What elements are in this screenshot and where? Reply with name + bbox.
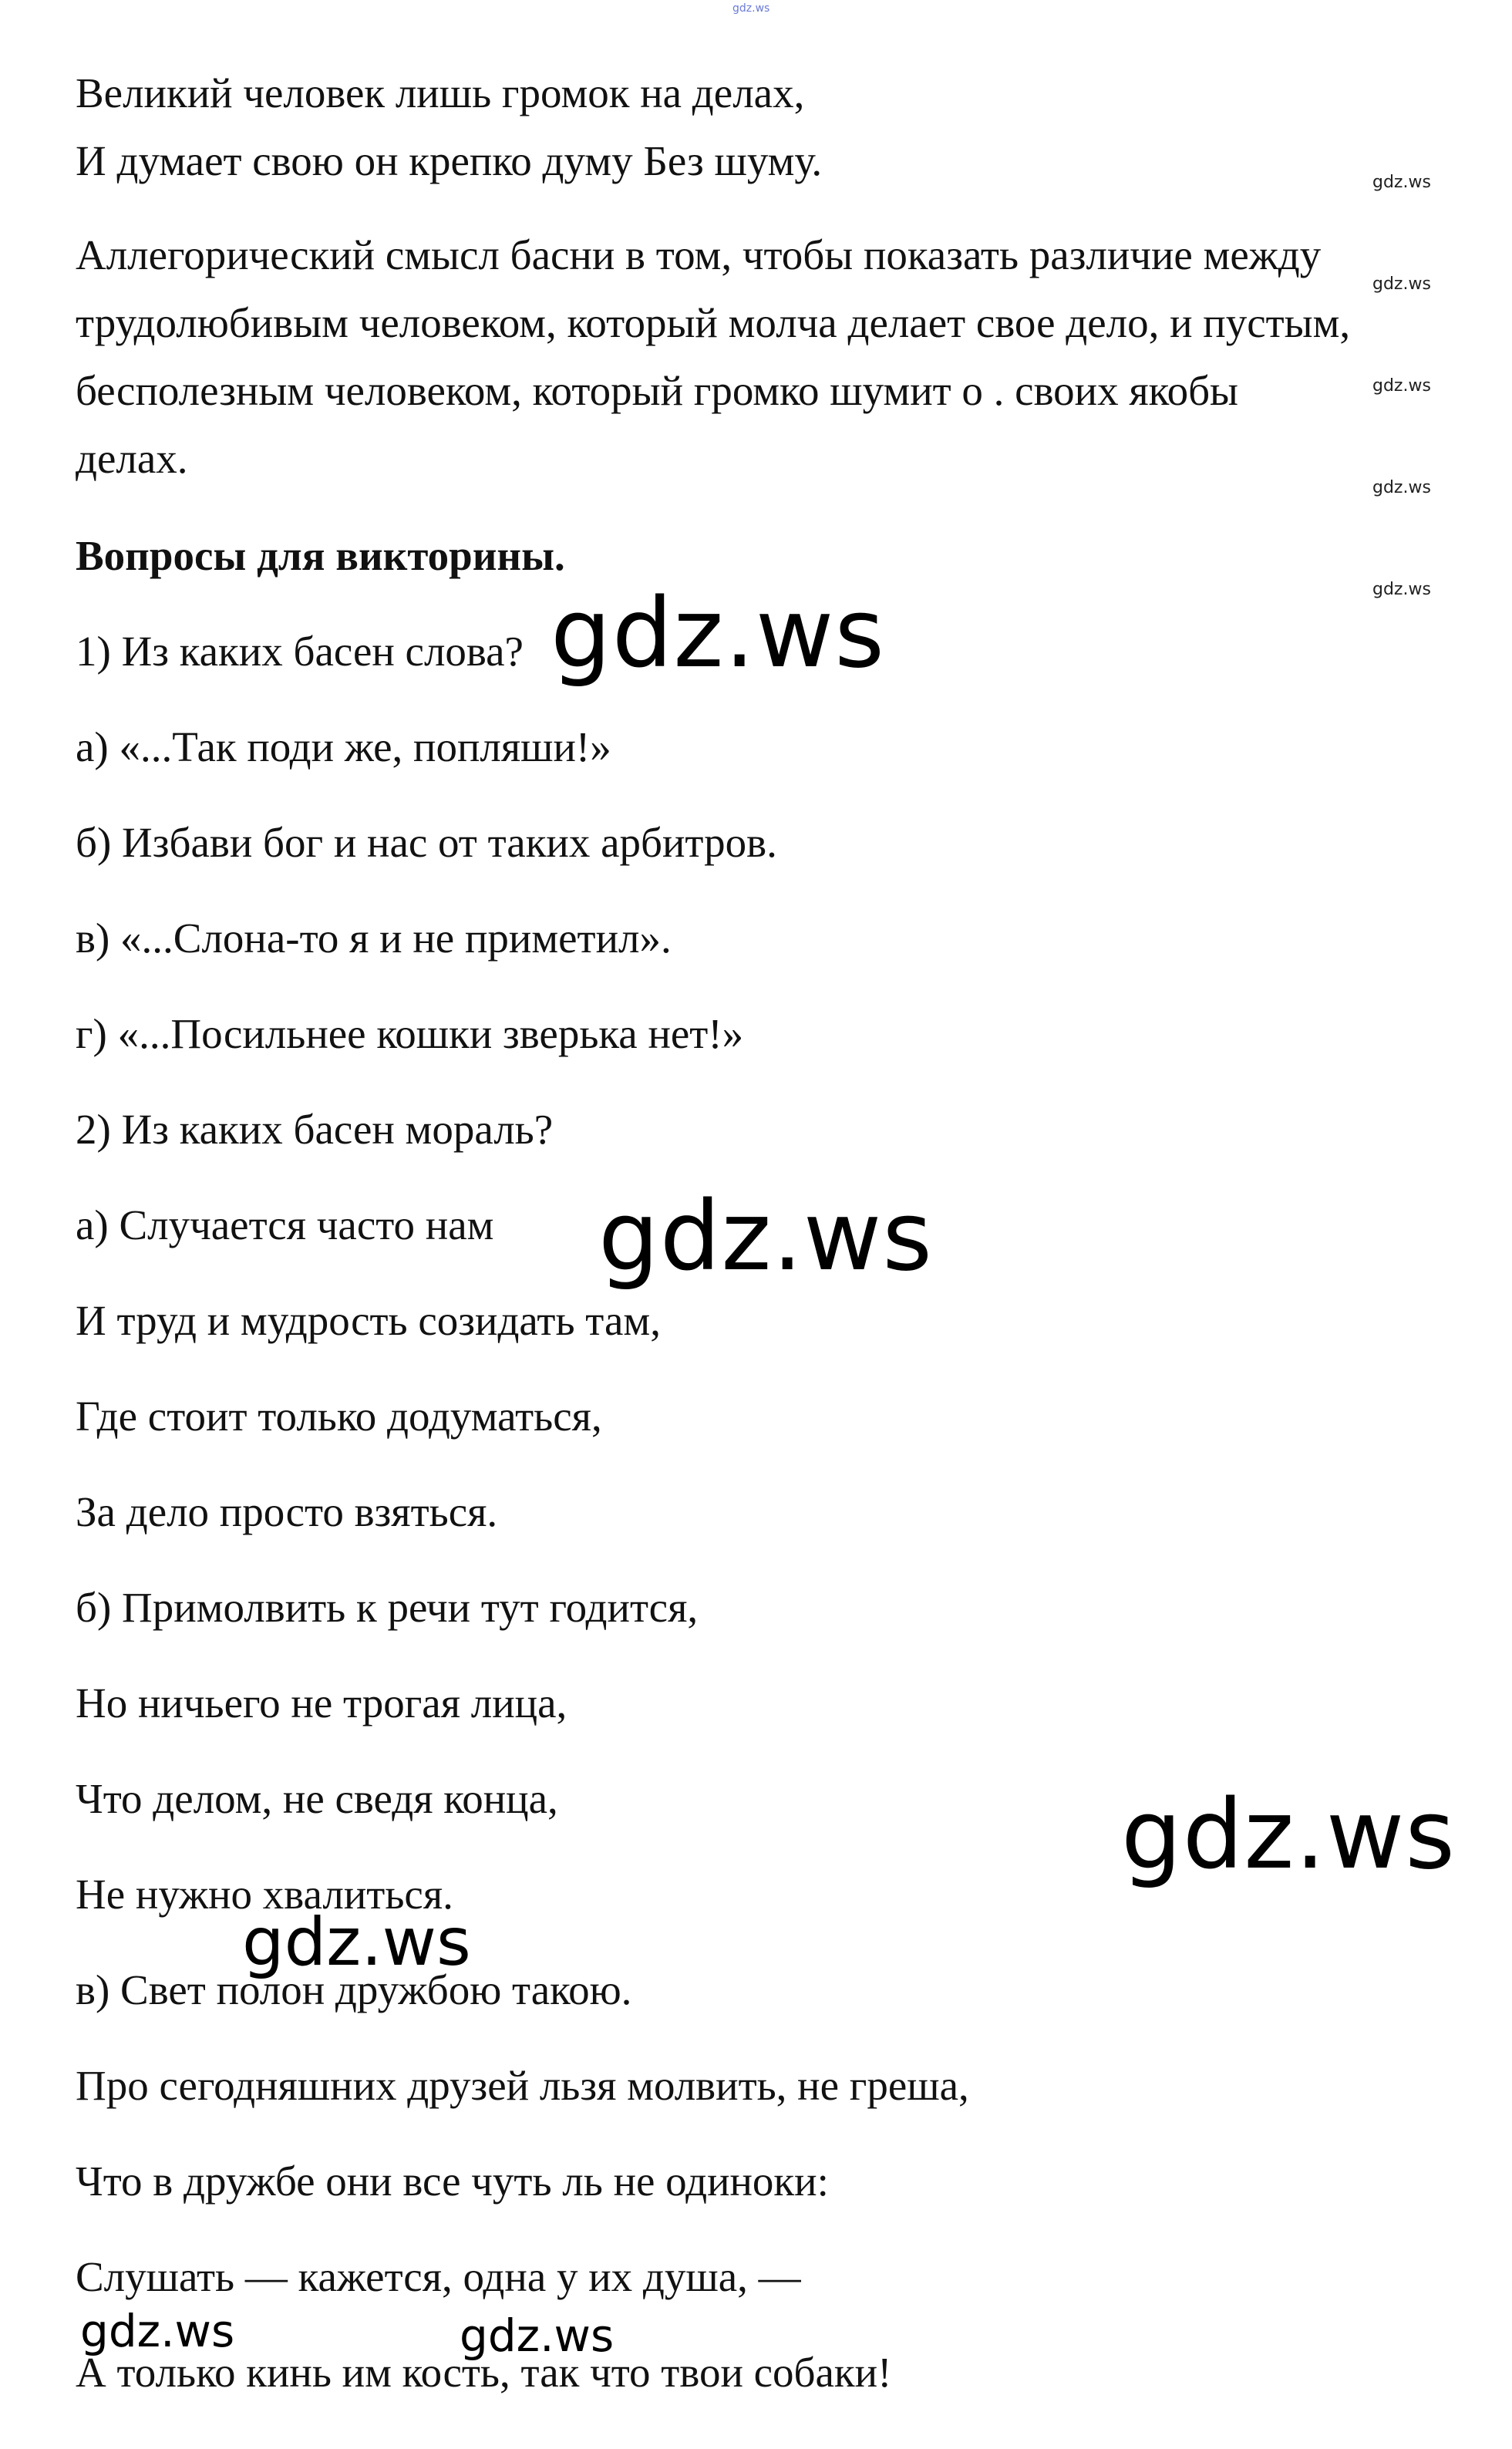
question-1-option-d: г) «...Посильнее кошки зверька нет!» <box>76 1010 744 1057</box>
watermark-side-2: gdz.ws <box>1372 275 1431 294</box>
question-2-option-a-line-3: Где стоит только додуматься, <box>76 1393 602 1440</box>
question-1-option-c: в) «...Слона-то я и не приметил». <box>76 915 672 962</box>
question-2-option-c-line-1: в) Свет полон дружбою такою. <box>76 1966 632 2013</box>
question-2-option-b-line-3: Что делом, не сведя конца, <box>76 1775 558 1822</box>
watermark-large-3: gdz.ws <box>1121 1780 1456 1891</box>
watermark-side-1: gdz.ws <box>1372 173 1431 192</box>
question-2-option-b-line-4: Не нужно хвалиться. <box>76 1871 453 1918</box>
question-2-option-c-line-3: Что в дружбе они все чуть ль не одиноки: <box>76 2158 829 2205</box>
paragraph-line-3: бесполезным человеком, который громко шумит о . своих якобы <box>76 367 1239 414</box>
question-2-option-a-line-1: а) Случается часто нам <box>76 1201 494 1248</box>
paragraph-line-1: Аллегорический смысл басни в том, чтобы показать различие между <box>76 231 1322 278</box>
paragraph-line-4: делах. <box>76 435 188 482</box>
question-2: 2) Из каких басен мораль? <box>76 1106 554 1153</box>
paragraph-line-2: трудолюбивым человеком, который молча делает свое дело, и пустым, <box>76 299 1351 346</box>
question-1-option-b: б) Избави бог и нас от таких арбитров. <box>76 819 777 866</box>
question-2-option-b-line-1: б) Примолвить к речи тут годится, <box>76 1584 699 1631</box>
watermark-small-1: gdz.ws <box>80 2305 235 2357</box>
question-2-option-a-line-4: За дело просто взяться. <box>76 1488 498 1535</box>
quiz-heading: Вопросы для викторины. <box>76 532 565 579</box>
question-2-option-b-line-2: Но ничьего не трогая лица, <box>76 1679 567 1726</box>
question-2-option-c-line-4: Слушать — кажется, одна у их душа, — <box>76 2253 801 2300</box>
watermark-medium-1: gdz.ws <box>242 1904 471 1981</box>
question-1-option-a: а) «...Так поди же, попляши!» <box>76 723 611 770</box>
watermark-top: gdz.ws <box>732 2 770 15</box>
poem-line-2: И думает свою он крепко думу Без шуму. <box>76 137 823 184</box>
watermark-side-4: gdz.ws <box>1372 478 1431 497</box>
watermark-medium-2: gdz.ws <box>460 2309 615 2362</box>
question-1: 1) Из каких басен слова? <box>76 628 524 675</box>
poem-line-1: Великий человек лишь громок на делах, <box>76 69 805 116</box>
watermark-large-2: gdz.ws <box>598 1181 933 1292</box>
question-2-option-c-line-5: А только кинь им кость, так что твои собаки! <box>76 2349 892 2396</box>
question-2-option-a-line-2: И труд и мудрость созидать там, <box>76 1297 661 1344</box>
watermark-side-5: gdz.ws <box>1372 580 1431 599</box>
watermark-side-3: gdz.ws <box>1372 376 1431 396</box>
watermark-large-1: gdz.ws <box>551 578 885 689</box>
question-2-option-c-line-2: Про сегодняшних друзей льзя молвить, не греша, <box>76 2062 969 2109</box>
